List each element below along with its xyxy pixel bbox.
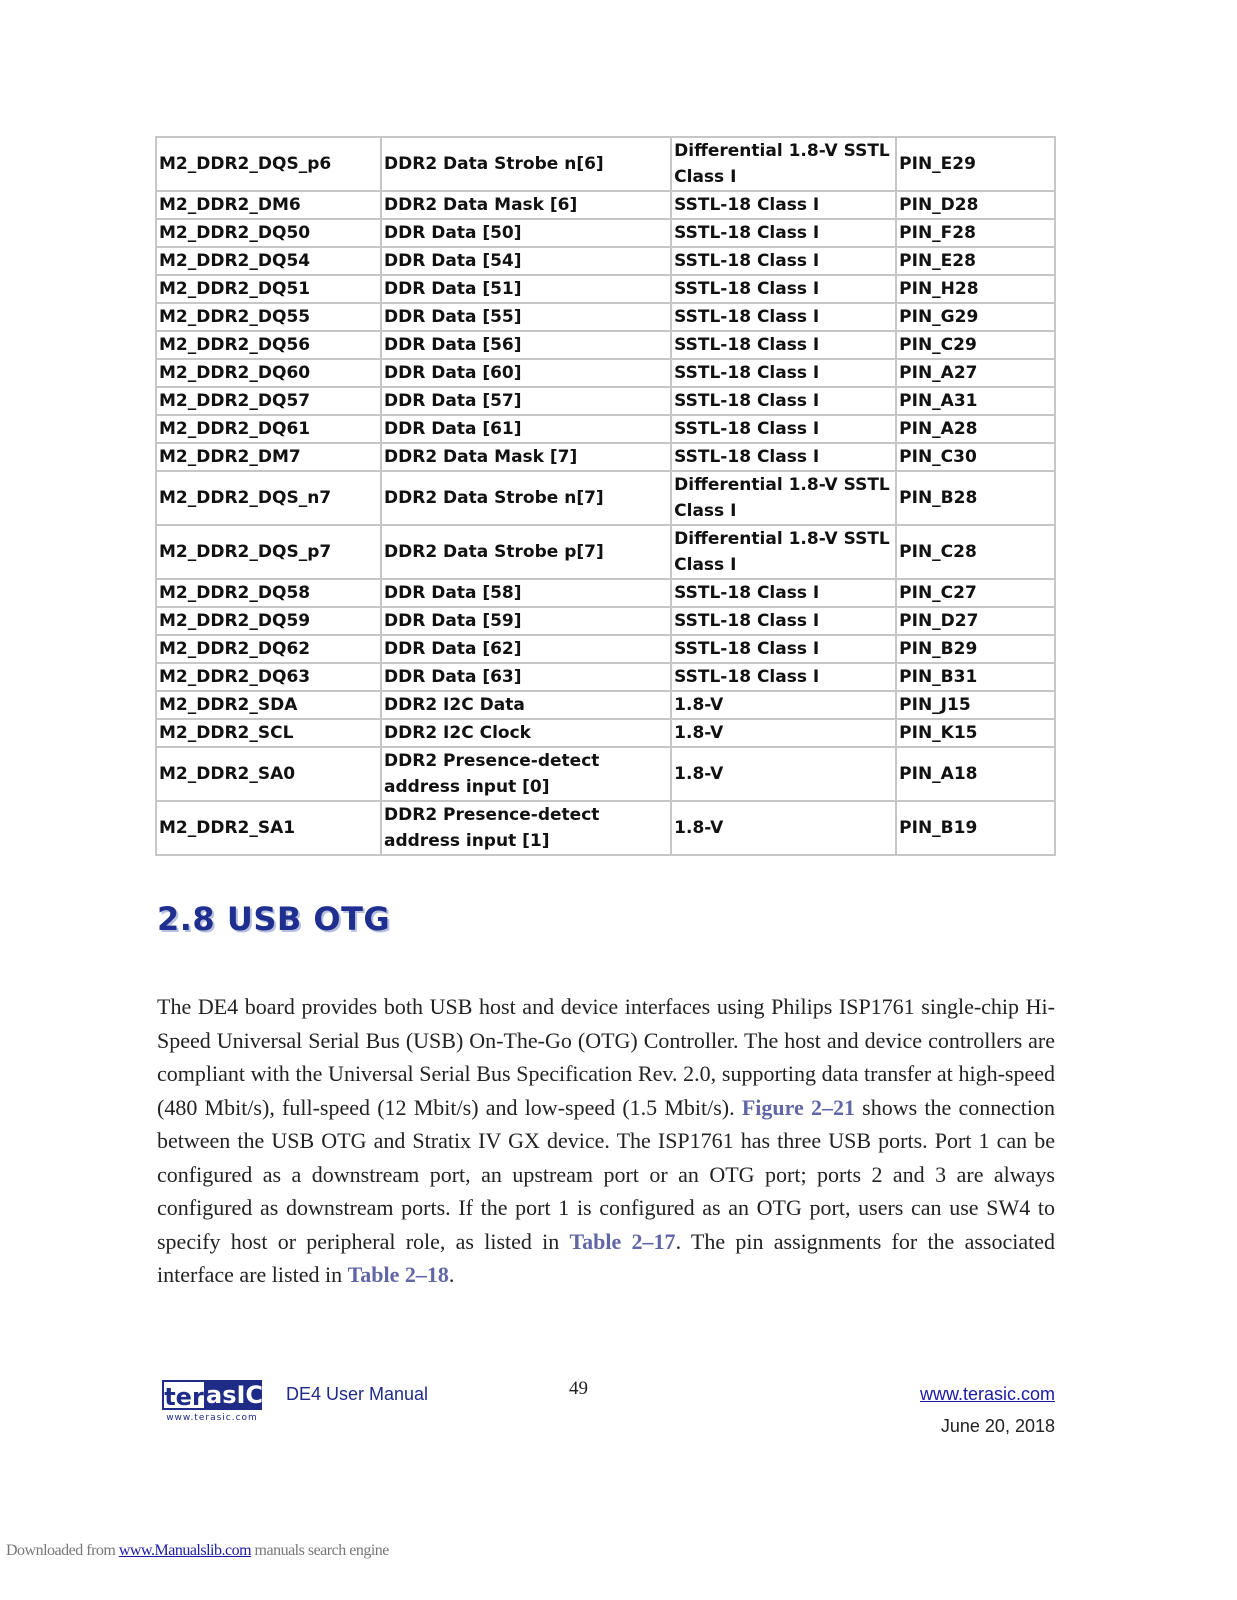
pin-cell: PIN_A27 bbox=[896, 359, 1055, 387]
download-note-suffix: manuals search engine bbox=[251, 1542, 389, 1559]
pin-cell: PIN_B28 bbox=[896, 471, 1055, 525]
description-cell: DDR Data [60] bbox=[381, 359, 671, 387]
pin-cell: PIN_B19 bbox=[896, 801, 1055, 855]
table-row bbox=[156, 471, 1055, 525]
signal-name-cell: M2_DDR2_DQ50 bbox=[156, 219, 381, 247]
logo-ter-text: ter bbox=[162, 1380, 206, 1410]
signal-name-cell: M2_DDR2_DQ63 bbox=[156, 663, 381, 691]
table-row bbox=[156, 691, 1055, 719]
description-cell: DDR2 Data Mask [7] bbox=[381, 443, 671, 471]
signal-name-cell: M2_DDR2_DM7 bbox=[156, 443, 381, 471]
description-cell: DDR Data [56] bbox=[381, 331, 671, 359]
io-standard-cell: SSTL-18 Class I bbox=[671, 303, 896, 331]
pin-cell: PIN_B29 bbox=[896, 635, 1055, 663]
io-standard-cell: SSTL-18 Class I bbox=[671, 275, 896, 303]
io-standard-cell: SSTL-18 Class I bbox=[671, 607, 896, 635]
signal-name-cell: M2_DDR2_DQ51 bbox=[156, 275, 381, 303]
io-standard-cell: 1.8-V bbox=[671, 691, 896, 719]
signal-name-cell: M2_DDR2_SA0 bbox=[156, 747, 381, 801]
table-row bbox=[156, 443, 1055, 471]
table-link[interactable]: Table 2–18 bbox=[347, 1262, 449, 1287]
description-cell: DDR Data [57] bbox=[381, 387, 671, 415]
pin-cell: PIN_G29 bbox=[896, 303, 1055, 331]
signal-name-cell: M2_DDR2_DQS_p7 bbox=[156, 525, 381, 579]
footer-manual-title: DE4 User Manual bbox=[286, 1384, 429, 1404]
logo-url-text: www.terasic.com bbox=[166, 1413, 258, 1423]
pin-cell: PIN_J15 bbox=[896, 691, 1055, 719]
io-standard-cell: SSTL-18 Class I bbox=[671, 415, 896, 443]
description-cell: DDR2 Data Strobe n[6] bbox=[381, 137, 671, 191]
signal-name-cell: M2_DDR2_DQ59 bbox=[156, 607, 381, 635]
figure-link[interactable]: Figure 2–21 bbox=[741, 1094, 855, 1120]
table-link[interactable]: Table 2–17 bbox=[569, 1228, 676, 1254]
io-standard-cell: Differential 1.8-V SSTL Class I bbox=[671, 137, 896, 191]
io-standard-cell: 1.8-V bbox=[671, 719, 896, 747]
description-cell: DDR2 Presence-detect address input [1] bbox=[381, 801, 671, 855]
io-standard-cell: SSTL-18 Class I bbox=[671, 219, 896, 247]
pin-cell: PIN_H28 bbox=[896, 275, 1055, 303]
table-row bbox=[156, 607, 1055, 635]
pin-cell: PIN_F28 bbox=[896, 219, 1055, 247]
table-row bbox=[156, 635, 1055, 663]
description-cell: DDR2 I2C Data bbox=[381, 691, 671, 719]
description-cell: DDR Data [63] bbox=[381, 663, 671, 691]
description-cell: DDR Data [55] bbox=[381, 303, 671, 331]
pin-cell: PIN_C29 bbox=[896, 331, 1055, 359]
table-row bbox=[156, 719, 1055, 747]
table-row bbox=[156, 137, 1055, 191]
pin-cell: PIN_D27 bbox=[896, 607, 1055, 635]
pin-cell: PIN_C27 bbox=[896, 579, 1055, 607]
description-cell: DDR Data [62] bbox=[381, 635, 671, 663]
io-standard-cell: SSTL-18 Class I bbox=[671, 443, 896, 471]
io-standard-cell: 1.8-V bbox=[671, 747, 896, 801]
description-cell: DDR Data [50] bbox=[381, 219, 671, 247]
pin-cell: PIN_C30 bbox=[896, 443, 1055, 471]
description-cell: DDR2 Data Mask [6] bbox=[381, 191, 671, 219]
signal-name-cell: M2_DDR2_DM6 bbox=[156, 191, 381, 219]
io-standard-cell: Differential 1.8-V SSTL Class I bbox=[671, 471, 896, 525]
io-standard-cell: Differential 1.8-V SSTL Class I bbox=[671, 525, 896, 579]
table-row bbox=[156, 663, 1055, 691]
pin-table-body bbox=[156, 137, 1055, 855]
body-paragraph bbox=[157, 990, 1055, 1292]
table-row bbox=[156, 191, 1055, 219]
pin-cell: PIN_E28 bbox=[896, 247, 1055, 275]
logo-asic-text: asIC bbox=[206, 1381, 264, 1409]
io-standard-cell: 1.8-V bbox=[671, 801, 896, 855]
table-row bbox=[156, 303, 1055, 331]
paragraph-text: The DE4 board provides both USB host and device interfaces using Philips ISP1761 single-chip Hi-Speed Universal Serial Bus (USB) On-The-Go (OTG) Controller. The host and device controllers are compliant with the Universal Serial Bus Specification Rev. 2.0, supporting data transfer at high-speed (480 Mbit/s), full-speed (12 Mbit/s) and low-speed (1.5 Mbit/s). bbox=[157, 994, 1055, 1120]
pin-cell: PIN_D28 bbox=[896, 191, 1055, 219]
table-row bbox=[156, 579, 1055, 607]
description-cell: DDR2 Data Strobe p[7] bbox=[381, 525, 671, 579]
table-row bbox=[156, 747, 1055, 801]
table-row bbox=[156, 801, 1055, 855]
signal-name-cell: M2_DDR2_DQ60 bbox=[156, 359, 381, 387]
pin-cell: PIN_E29 bbox=[896, 137, 1055, 191]
io-standard-cell: SSTL-18 Class I bbox=[671, 191, 896, 219]
table-row bbox=[156, 275, 1055, 303]
description-cell: DDR Data [51] bbox=[381, 275, 671, 303]
table-row bbox=[156, 525, 1055, 579]
signal-name-cell: M2_DDR2_DQS_p6 bbox=[156, 137, 381, 191]
page-number: 49 bbox=[569, 1378, 588, 1399]
description-cell: DDR Data [61] bbox=[381, 415, 671, 443]
description-cell: DDR Data [54] bbox=[381, 247, 671, 275]
pin-cell: PIN_A31 bbox=[896, 387, 1055, 415]
description-cell: DDR2 Presence-detect address input [0] bbox=[381, 747, 671, 801]
paragraph-text: shows the connection between the USB OTG and Stratix IV GX device. The ISP1761 has three USB ports. Port 1 can be configured as a downstream port, an upstream port or an OTG port; ports 2 and 3 are always configured as downstream ports. If the port 1 is configured as an OTG port, users can use SW4 to specify host or peripheral role, as listed in bbox=[157, 1094, 1055, 1254]
io-standard-cell: SSTL-18 Class I bbox=[671, 579, 896, 607]
signal-name-cell: M2_DDR2_DQ62 bbox=[156, 635, 381, 663]
pin-assignment-table bbox=[155, 136, 1056, 856]
io-standard-cell: SSTL-18 Class I bbox=[671, 331, 896, 359]
io-standard-cell: SSTL-18 Class I bbox=[671, 635, 896, 663]
table-row bbox=[156, 247, 1055, 275]
io-standard-cell: SSTL-18 Class I bbox=[671, 359, 896, 387]
table-row bbox=[156, 415, 1055, 443]
pin-cell: PIN_B31 bbox=[896, 663, 1055, 691]
description-cell: DDR2 I2C Clock bbox=[381, 719, 671, 747]
io-standard-cell: SSTL-18 Class I bbox=[671, 663, 896, 691]
table-row bbox=[156, 359, 1055, 387]
table-row bbox=[156, 219, 1055, 247]
terasic-logo bbox=[162, 1380, 262, 1424]
description-cell: DDR Data [59] bbox=[381, 607, 671, 635]
io-standard-cell: SSTL-18 Class I bbox=[671, 247, 896, 275]
signal-name-cell: M2_DDR2_DQS_n7 bbox=[156, 471, 381, 525]
signal-name-cell: M2_DDR2_SDA bbox=[156, 691, 381, 719]
download-note bbox=[6, 1542, 389, 1560]
pin-cell: PIN_K15 bbox=[896, 719, 1055, 747]
signal-name-cell: M2_DDR2_SCL bbox=[156, 719, 381, 747]
signal-name-cell: M2_DDR2_DQ61 bbox=[156, 415, 381, 443]
paragraph-text: . The pin assignments for the associated interface are listed in bbox=[157, 1228, 1055, 1287]
signal-name-cell: M2_DDR2_DQ56 bbox=[156, 331, 381, 359]
description-cell: DDR Data [58] bbox=[381, 579, 671, 607]
pin-cell: PIN_A28 bbox=[896, 415, 1055, 443]
signal-name-cell: M2_DDR2_DQ57 bbox=[156, 387, 381, 415]
pin-cell: PIN_A18 bbox=[896, 747, 1055, 801]
signal-name-cell: M2_DDR2_DQ55 bbox=[156, 303, 381, 331]
footer-date: June 20, 2018 bbox=[940, 1416, 1055, 1436]
table-row bbox=[156, 331, 1055, 359]
signal-name-cell: M2_DDR2_DQ58 bbox=[156, 579, 381, 607]
description-cell: DDR2 Data Strobe n[7] bbox=[381, 471, 671, 525]
paragraph-text: . bbox=[448, 1262, 455, 1287]
table-row bbox=[156, 387, 1055, 415]
footer-site-link[interactable]: www.terasic.com bbox=[919, 1384, 1055, 1404]
section-heading: 2.8 USB OTG bbox=[157, 900, 391, 938]
pin-cell: PIN_C28 bbox=[896, 525, 1055, 579]
manualslib-link[interactable]: www.Manualslib.com bbox=[118, 1542, 252, 1559]
signal-name-cell: M2_DDR2_SA1 bbox=[156, 801, 381, 855]
io-standard-cell: SSTL-18 Class I bbox=[671, 387, 896, 415]
download-note-prefix: Downloaded from bbox=[6, 1542, 119, 1559]
signal-name-cell: M2_DDR2_DQ54 bbox=[156, 247, 381, 275]
